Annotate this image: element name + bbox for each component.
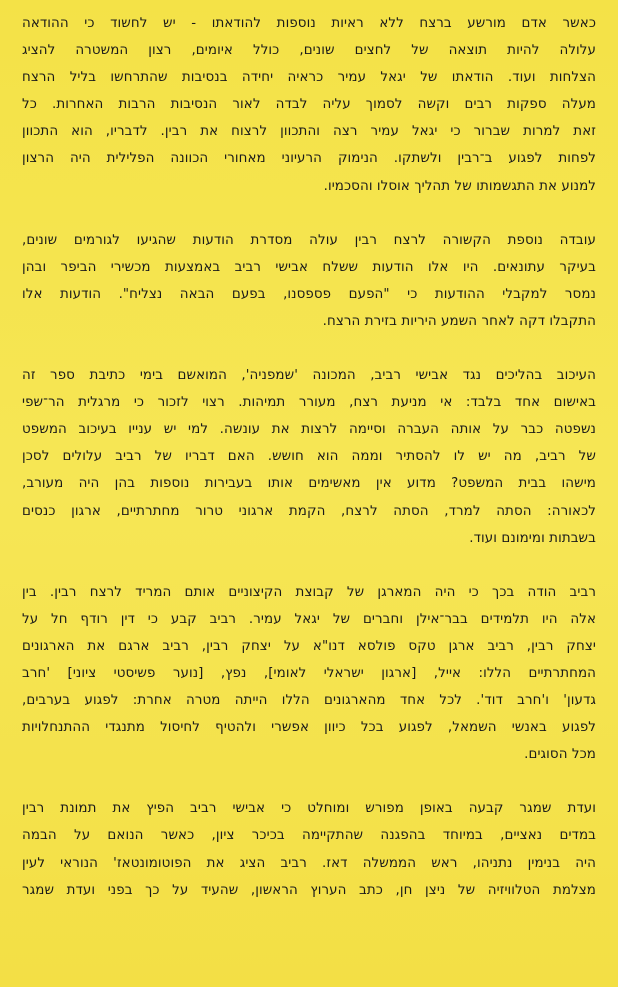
text-line: היה בנימין נתניהו, ראש הממשלה דאז. רביב הציג את הפוטומונטאז' הנוראי לעין [22, 855, 596, 871]
paragraph-delay-proceedings [22, 362, 596, 552]
text-line: של רביב, מה יש לו להסתיר וממה הוא חושש. האם דבריו של רביב עלולים לסכן [22, 449, 596, 465]
text-line: אלה היו תלמידים בבר־אילן וחברים של יגאל עמיר. רביב קבע כי דין רודף חל על [22, 611, 596, 627]
text-line: נמסר למקבלי ההודעות כי "הפעם פספסנו, בפעם הבאה נצליח". הודעות אלו [22, 286, 596, 302]
text-line: רביב הודה בכך כי היה המארגן של קבוצת הקיצוניים אותם המריד לרצח רבין. בין [22, 584, 596, 600]
text-line: התקבלו דקה לאחר השמע היריות בזירת הרצח. [322, 313, 596, 329]
text-line: במדים נאציים, במיוחד בהפגנה שהתקיימה בכיכר ציון, כאשר הנואם על הבמה [22, 828, 596, 844]
text-line: מישהו בבית המשפט? מדוע אין מאשימים אותו בעבירות נוספות בהן היה מעורב, [22, 476, 596, 492]
text-line: בעיקר עתונאים. היו אלו הודעות ששלח אבישי רביב באמצעות מכשירי הביפר ובהן [22, 259, 596, 275]
text-line: לפגוע באנשי השמאל, לפגוע בכל כיוון אפשרי ולהטיף לחיסול מתנגדי ההתנחלויות [22, 720, 596, 736]
text-line: המחתרתיים הללו: אייל, [ארגון ישראלי לאומי], נפץ, [נוער פשיסטי ציוני] 'חרב [22, 665, 596, 681]
text-line: יצחק רבין, רביב ארגן טקס פולסא דנו"א על יצחק רבין, רביב ארגם את הארגונים [22, 638, 596, 654]
text-line: כאשר אדם מורשע ברצח ללא ראיות נוספות להודאתו - יש לחשוד כי ההודאה [22, 16, 596, 31]
text-line: העיכוב בהליכים נגד אבישי רביב, המכונה 'שמפניה', המואשם בימי כתיבת ספר זה [22, 368, 596, 384]
text-line: ועדת שמגר קבעה באופן מפורש ומוחלט כי אבישי רביב הפיץ את תמונת רבין [22, 801, 596, 817]
text-line: מעלה ספקות רבים וקשה לסמוך עליה לבדה לאור הנסיבות הרבות האחרות. כל [22, 97, 596, 113]
text-line: זאת למרות שברור כי יגאל עמיר רצה והתכוון לרצוח את רבין. לדבריו, הוא התכוון [22, 124, 596, 140]
text-line: למנוע את התגשמותו של תהליך אוסלו והסכמיו. [323, 178, 596, 194]
text-line: מצלמת הטלוויזיה של ניצן חן, כתב הערוץ הראשון, שהעיד על כך בפני ועדת שמגר [22, 882, 596, 898]
text-line: הצלחות ועוד. הודאתו של יגאל עמיר כראיה יחידה בנסיבות שהתרחשו בליל הרצח [22, 70, 596, 86]
text-line: לכאורה: הסתה למרד, הסתה לרצח, הקמת ארגוני טרור מחתרתיים, ארגון כנסים [22, 503, 596, 519]
paragraph-confession [22, 10, 596, 200]
text-line: באישום אחד בלבד: אי מניעת רצח, מעורר תמיהות. רצוי לזכור כי מרגלית הר־שפי [22, 395, 596, 411]
hebrew-text-body [22, 10, 596, 931]
text-line: מכל הסוגים. [524, 747, 596, 763]
text-line: עלולה להיות תוצאה של לחצים שונים, כולל איומים, רצון המשטרה להציג [22, 43, 596, 59]
paragraph-pager-messages [22, 227, 596, 335]
text-line: בשבתות ומימונם ועוד. [469, 530, 596, 546]
text-line: לפחות לפגוע ב־רבין ולשתקו. הנימוק הרעיוני מאחורי הכוונה הפלילית היה הרצון [22, 151, 596, 167]
text-line: גדעון' ו'חרב דוד'. לכל אחד מהארגונים הללו הייתה מטרה אחרת: לפגוע בערבים, [22, 693, 596, 709]
paragraph-organizations [22, 579, 596, 769]
text-line: עובדה נוספת הקשורה לרצח רבין עולה מסדרת הודעות שהגיעו לגורמים שונים, [22, 232, 596, 248]
paragraph-shamgar-commission [22, 795, 596, 903]
text-line: נשפטה כבר על אותה העברה וסיימה לרצות את עונשה. למי יש ענייו בעיכוב המשפט [22, 422, 596, 438]
